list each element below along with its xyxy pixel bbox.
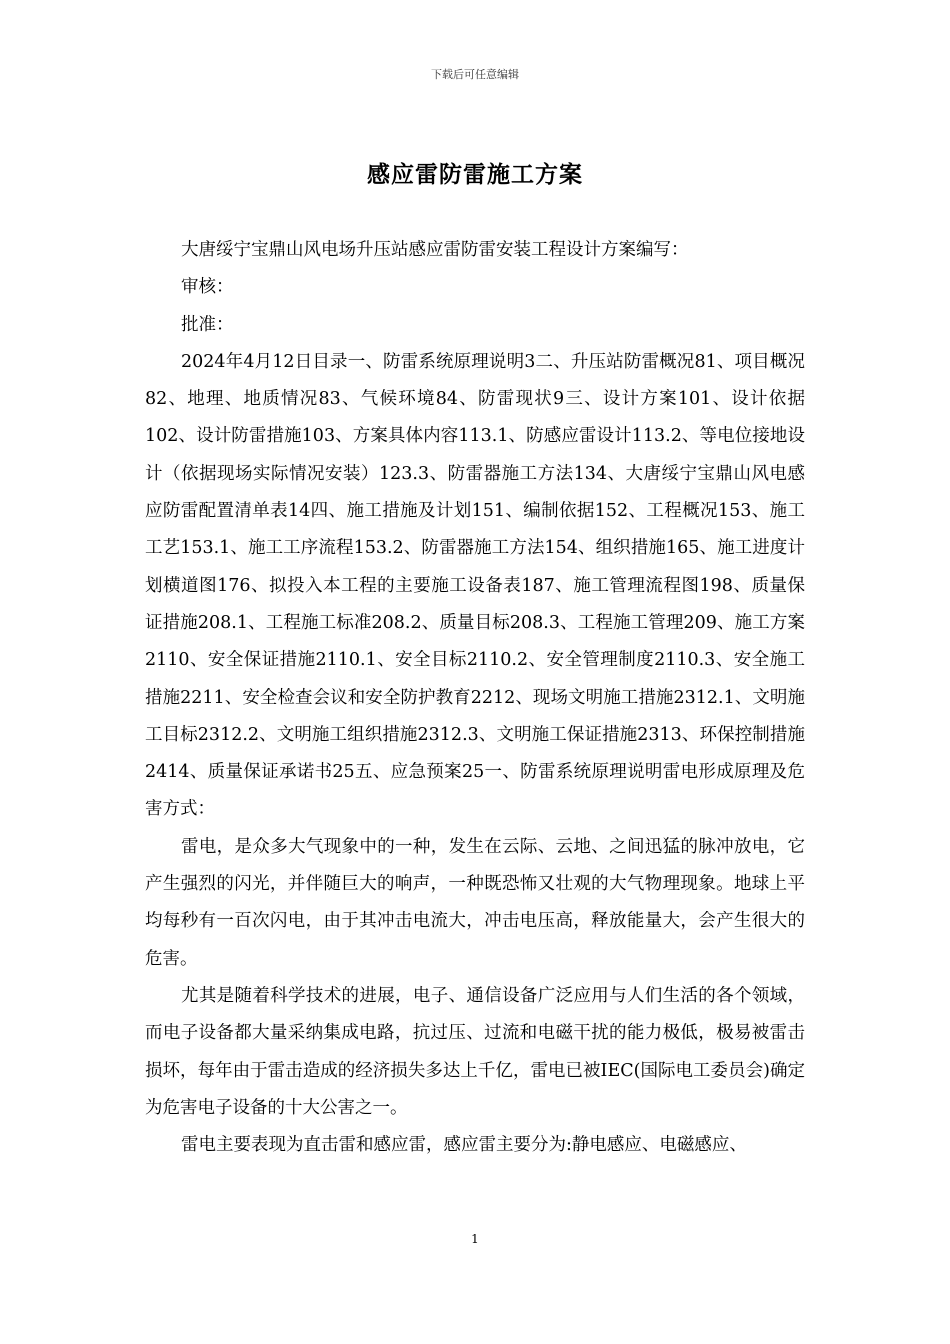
page-header: 下载后可任意编辑 <box>431 68 519 81</box>
document-title: 感应雷防雷施工方案 <box>367 161 583 188</box>
paragraph-approval: 批准： <box>181 314 234 335</box>
paragraph-review: 审核： <box>181 277 234 298</box>
paragraph-project-name: 大唐绥宁宝鼎山风电场升压站感应雷防雷安装工程设计方案编写： <box>181 240 689 260</box>
paragraph-toc: 2024年4月12日目录一、防雷系统原理说明3二、升压站防雷概况81、项目概况82、地理、地质情况83、气候环境84、防雷现状9三、设计方案101、设计依据102、设计防雷措施103、方案具体内容113.1、防感应雷设计113.2、等电位接地设计（依据现场实际情况安装）123.3、防雷器施工方法134、大唐绥宁宝鼎山风电感应防雷配置清单表14四、施工措施及计划151、编制依据152、工程概况153、施工工艺153.1、施工工序流程153.2、防雷器施工方法154、组织措施165、施工进度计划横道图176、拟投入本工程的主要施工设备表187、施工管理流程图198、质量保证措施208.1、工程施工标准208.2、质量目标208.3、工程施工管理209、施工方案2110、安全保证措施2110.1、安全目标2110.2、安全管理制度2110.3、安全施工措施2211、安全检查会议和安全防护教育2212、现场文明施工措施2312.1、文明施工目标2312.2、文明施工组织措施2312.3、文明施工保证措施2313、环保控制措施2414、质量保证承诺书25五、应急预案25一、防雷系统原理说明雷电形成原理及危害方式： <box>145 351 805 820</box>
paragraph-lightning-intro: 雷电，是众多大气现象中的一种，发生在云际、云地、之间迅猛的脉冲放电，它产生强烈的闪光，并伴随巨大的响声，一种既恐怖又壮观的大气物理现象。地球上平均每秒有一百次闪电，由于其冲击电流大，冲击电压高，释放能量大，会产生很大的危害。 <box>145 836 805 969</box>
document-body <box>145 232 805 1164</box>
page-number: 1 <box>471 1232 479 1246</box>
paragraph-electronics: 尤其是随着科学技术的进展，电子、通信设备广泛应用与人们生活的各个领域，而电子设备都大量采纳集成电路，抗过压、过流和电磁干扰的能力极低，极易被雷击损坏，每年由于雷击造成的经济损失多达上千亿，雷电已被IEC(国际电工委员会)确定为危害电子设备的十大公害之一。 <box>145 985 805 1118</box>
paragraph-lightning-types: 雷电主要表现为直击雷和感应雷，感应雷主要分为:静电感应、电磁感应、 <box>181 1135 747 1156</box>
